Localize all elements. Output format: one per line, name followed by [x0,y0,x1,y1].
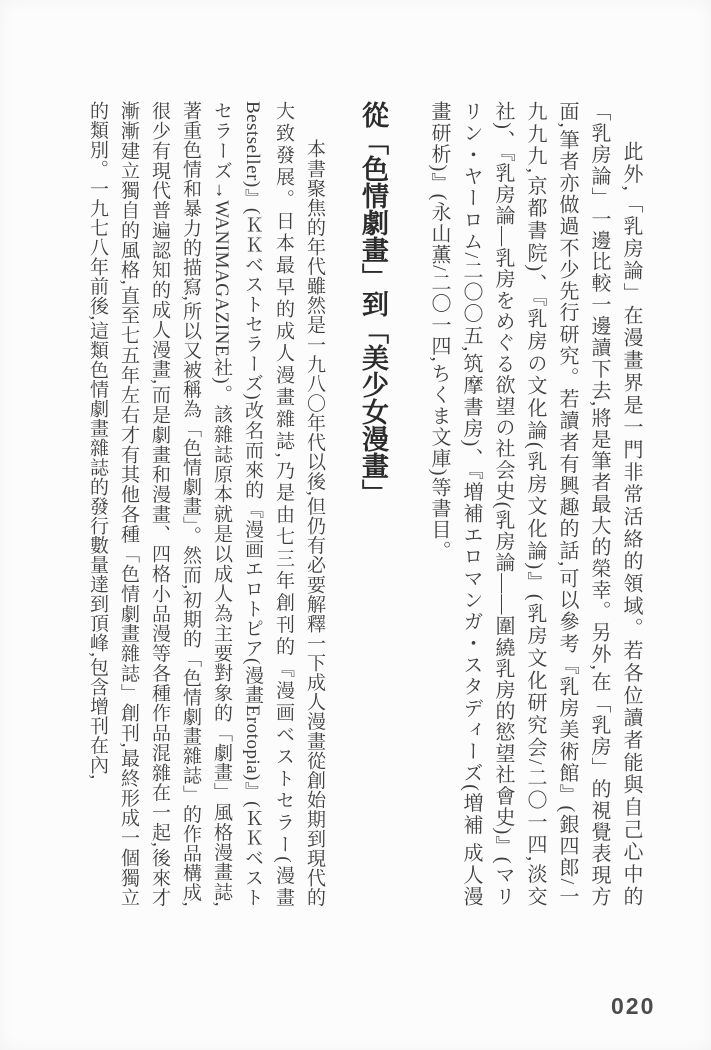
intro-paragraph: 此外,「乳房論」在漫畫界是一門非常活絡的領域。若各位讀者能與自己心中的「乳房論」一邊比較一邊讀下去,將是筆者最大的榮幸。另外,在「乳房」的視覺表現方面,筆者亦做過不少先行研究。若讀者有興趣的話,可以參考『乳房美術館』(銀四郎/一九九九,京都書院)、『乳房の文化論(乳房文化論)』(乳房文化研究会/二〇一四,淡交社)、『乳房論—乳房をめぐる欲望の社会史(乳房論——圍繞乳房的慾望社會史)』(マリリン・ヤーロム/二〇〇五,筑摩書房)、『増補エロマンガ・スタディーズ(増補 成人漫畫研析)』(永山薫/二〇一四,ちくま文庫)等書目。 [428,101,642,907]
section-heading: 從「色情劇畫」到「美少女漫畫」 [358,101,388,506]
page-number: 020 [611,993,656,1019]
body-paragraph: 本書聚焦的年代雖然是一九八〇年代以後,但仍有必要解釋一下成人漫畫從創始期到現代的大致發展。日本最早的成人漫畫雜誌,乃是由七三年創刊的『漫画ベストセラー(漫畫Bestseller)』(ＫＫベストセラーズ)改名而來的『漫画エロトピア(漫畫Erotopia)』(ＫＫベストセラーズ→WANIMAGAZINE社)。該雜誌原本就是以成人為主要對象的「劇畫」風格漫畫誌,著重色情和暴力的描寫,所以又被稱為「色情劇畫」。然而,初期的「色情劇畫雜誌」的作品構成,很少有現代普遍認知的成人漫畫,而是劇畫和漫畫、四格小品漫等各種作品混雜在一起,後來才漸漸建立獨自的風格,直至七五年左右才有其他各種「色情劇畫雜誌」創刊,最終形成一個獨立的類別。一九七八年前後,這類色情劇畫雜誌的發行數量達到頂峰,包含增刊在內, [87,101,325,907]
